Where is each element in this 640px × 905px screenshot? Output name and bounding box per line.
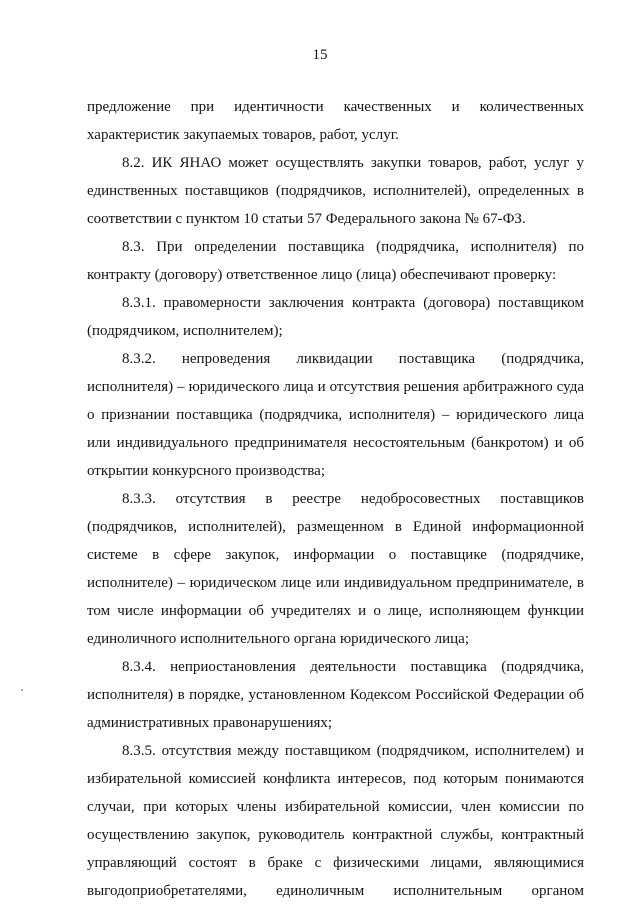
text-line: 8.2. ИК ЯНАО может осуществлять закупки товаров, работ, услуг у [122, 155, 584, 171]
text-line: исполнителя) в порядке, установленном Кодексом Российской Федерации об [87, 687, 584, 703]
text-line: случаи, при которых члены избирательной комиссии, член комиссии по [87, 799, 584, 815]
paragraph-8-3-4 [87, 653, 584, 737]
document-body [87, 93, 584, 905]
text-line: (подрядчиков, исполнителей), размещенном в Единой информационной [87, 519, 584, 535]
text-line: единоличного исполнительного органа юридического лица; [87, 631, 470, 647]
text-line: соответствии с пунктом 10 статьи 57 Федерального закона № 67-ФЗ. [87, 211, 526, 227]
text-line: единственных поставщиков (подрядчиков, исполнителей), определенных в [87, 183, 584, 199]
paragraph-8-3-2 [87, 345, 584, 485]
text-line: характеристик закупаемых товаров, работ, услуг. [87, 127, 399, 143]
paragraph-8-3 [87, 233, 584, 289]
text-line: (подрядчиком, исполнителем); [87, 323, 283, 339]
text-line: том числе информации об учредителях и о лице, исполняющем функции [87, 603, 584, 619]
text-line: системе в сфере закупок, информации о поставщике (подрядчике, [87, 547, 584, 563]
text-line: административных правонарушениях; [87, 715, 333, 731]
paragraph-8-3-3 [87, 485, 584, 653]
text-line: 8.3.4. неприостановления деятельности поставщика (подрядчика, [122, 659, 584, 675]
paragraph-continuation [87, 93, 584, 149]
text-line: 8.3.5. отсутствия между поставщиком (подрядчиком, исполнителем) и [122, 743, 584, 759]
text-line: 8.3.1. правомерности заключения контракта (договора) поставщиком [122, 295, 584, 311]
paragraph-8-3-1 [87, 289, 584, 345]
text-line: исполнителя) – юридического лица и отсутствия решения арбитражного суда [87, 379, 584, 395]
text-line: избирательной комиссией конфликта интересов, под которым понимаются [87, 771, 584, 787]
scan-speck [21, 689, 23, 691]
text-line: о признании поставщика (подрядчика, исполнителя) – юридического лица [87, 407, 584, 423]
text-line: осуществлению закупок, руководитель контрактной службы, контрактный [87, 827, 584, 843]
text-line: 8.3. При определении поставщика (подрядчика, исполнителя) по [122, 239, 584, 255]
text-line: выгодоприобретателями, единоличным исполнительным органом [87, 883, 584, 899]
text-line: исполнителе) – юридическом лице или индивидуальном предпринимателе, в [87, 575, 584, 591]
text-line: открытии конкурсного производства; [87, 463, 326, 479]
text-line: контракту (договору) ответственное лицо (лица) обеспечивают проверку: [87, 267, 557, 283]
text-line: 8.3.3. отсутствия в реестре недобросовестных поставщиков [122, 491, 584, 507]
text-line: или индивидуального предпринимателя несостоятельным (банкротом) и об [87, 435, 584, 451]
paragraph-8-3-5 [87, 737, 584, 905]
text-line: 8.3.2. непроведения ликвидации поставщика (подрядчика, [122, 351, 584, 367]
text-line: предложение при идентичности качественных и количественных [87, 99, 584, 115]
paragraph-8-2 [87, 149, 584, 233]
page-number: 15 [312, 47, 328, 63]
text-line: управляющий состоят в браке с физическими лицами, являющимися [87, 855, 584, 871]
